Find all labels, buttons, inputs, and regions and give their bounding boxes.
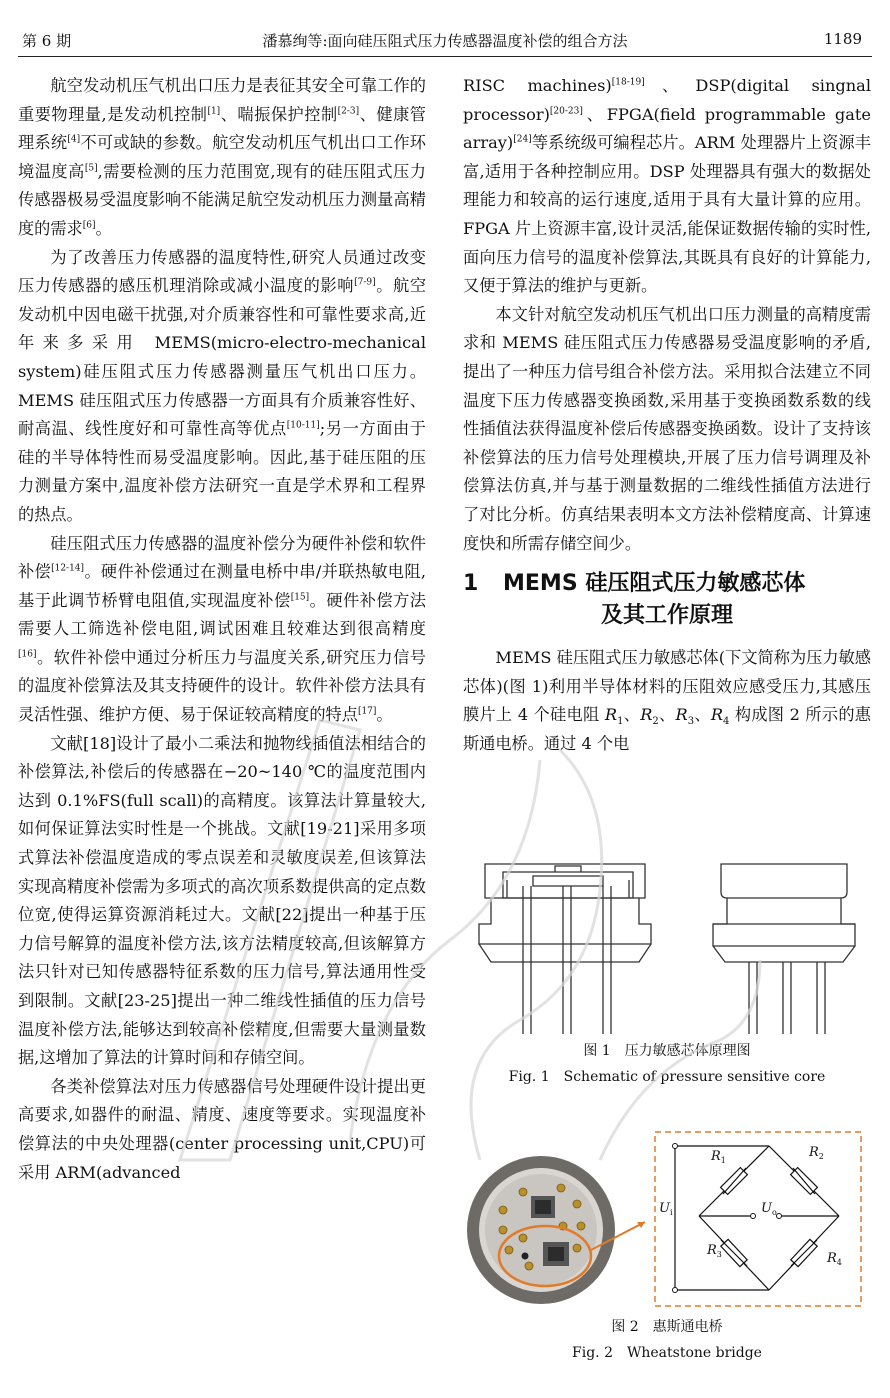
figure-2-caption-en: Fig. 2 Wheatstone bridge xyxy=(572,1345,762,1361)
citation: [15] xyxy=(290,592,310,603)
page-header xyxy=(0,0,890,60)
sensor-photo xyxy=(467,1156,645,1304)
label-ui: $U_i$ xyxy=(659,1201,673,1217)
figure-1-caption-en: Fig. 1 Schematic of pressure sensitive core xyxy=(508,1069,826,1085)
section-number: 1 xyxy=(463,571,479,597)
citation: [6] xyxy=(82,220,96,231)
citation: [4] xyxy=(67,134,81,145)
citation: [5] xyxy=(84,163,98,174)
citation: [20-23] xyxy=(549,106,583,117)
citation: [12-14] xyxy=(51,563,85,574)
citation: [2-3] xyxy=(337,106,360,117)
paragraph: MEMS 硅压阻式压力敏感芯体(下文简称为压力敏感芯体)(图 1)利用半导体材料的压阻效应感受压力,其感压膜片上 4 个硅电阻 $R_1$、$R_2$、$R_3$、$R_4$ 构成图 2 所示的惠斯通电桥。通过 4 个电 xyxy=(463,648,871,753)
paragraph: 航空发动机压气机出口压力是表征其安全可靠工作的重要物理量,是发动机控制[1]、喘振保护控制[2-3]、健康管理系统[4]不可或缺的参数。航空发动机压气机出口工作环境温度高[5],需要检测的压力范围宽,现有的硅压阻式压力传感器极易受温度影响不能满足航空发动机压力测量高精度的需求[6]。 xyxy=(18,76,426,238)
section-heading xyxy=(463,568,871,632)
paragraph: 为了改善压力传感器的温度特性,研究人员通过改变压力传感器的感压机理消除或减小温度的影响[7-9]。航空发动机中因电磁干扰强,对介质兼容性和可靠性要求高,近年来多采用 MEMS(micro-electro-mechanical system)硅压阻式压力传感器测量压气机出口压力。MEMS 硅压阻式压力传感器一方面具有介质兼容性好、耐高温、线性度好和可靠性高等优点[10-11];另一方面由于硅的半导体特性而易受温度影响。因此,基于硅压阻的压力测量方案中,温度补偿方法研究一直是学术界和工程界的热点。 xyxy=(18,247,427,524)
paragraph: 各类补偿算法对压力传感器信号处理硬件设计提出更高要求,如器件的耐温、精度、速度等要求。实现温度补偿算法的中央处理器(center processing unit,CPU)可采用 ARM(advanced xyxy=(18,1076,426,1182)
citation: [10-11] xyxy=(286,420,320,431)
right-column xyxy=(463,72,871,758)
citation: [1] xyxy=(207,106,221,117)
label-r4: $R_4$ xyxy=(827,1251,842,1267)
label-r1: $R_1$ xyxy=(711,1149,726,1165)
paragraph: 硅压阻式压力传感器的温度补偿分为硬件补偿和软件补偿[12-14]。硬件补偿通过在测量电桥中串/并联热敏电阻,基于此调节桥臂电阻值,实现温度补偿[15]。硬件补偿方法需要人工筛选补偿电阻,调试困难且较难达到很高精度[16]。软件补偿中通过分析压力与温度关系,研究压力信号的温度补偿算法及其支持硬件的设计。软件补偿方法具有灵活性强、维护方便、易于保证较高精度的特点[17]。 xyxy=(18,533,427,725)
running-title: 潘慕绚等:面向硅压阻式压力传感器温度补偿的组合方法 xyxy=(262,32,628,50)
section-title-line2: 及其工作原理 xyxy=(600,603,733,629)
header-rule xyxy=(18,56,872,57)
paragraph: 文献[18]设计了最小二乘法和抛物线插值法相结合的补偿算法,补偿后的传感器在−20~140 ℃的温度范围内达到 0.1%FS(full scall)的高精度。该算法计算量较大,如何保证算法实时性是一个挑战。文献[19-21]采用多项式算法补偿温度造成的零点误差和灵敏度误差,但该算法实现高精度补偿需为多项式的高次项系数提供高的定点数位宽,使得运算资源消耗过大。文献[22]提出一种基于压力信号解算的温度补偿方法,该方法精度较高,但该解算方法只针对已知传感器特征系数的压力信号,算法通用性受到限制。文献[23-25]提出一种二维线性插值的压力信号温度补偿方法,能够达到较高补偿精度,但需要大量测量数据,这增加了算法的计算时间和存储空间。 xyxy=(18,733,426,1068)
citation: [7-9] xyxy=(354,277,376,288)
citation: [24] xyxy=(513,134,532,145)
label-uo: $U_o$ xyxy=(761,1201,777,1217)
figure-1-caption-cn: 图 1 压力敏感芯体原理图 xyxy=(583,1043,751,1059)
figure-2-caption-cn: 图 2 惠斯通电桥 xyxy=(611,1319,723,1335)
citation: [18-19] xyxy=(611,77,645,88)
citation: [16] xyxy=(18,649,37,660)
page-number: 1189 xyxy=(823,30,862,48)
paragraph: RISC machines)[18-19]、DSP(digital singnal processor)[20-23]、FPGA(field programmable gate array)[24]等系统级可编程芯片。ARM 处理器片上资源丰富,适用于各种控制应用。DSP 处理器具有强大的数据处理能力和较高的运行速度,适用于具有大量计算的应用。FPGA 片上资源丰富,设计灵活,能保证数据传输的实时性,面向压力信号的温度补偿算法,其既具有良好的计算能力,又便于算法的维护与更新。 xyxy=(463,76,872,296)
figure-1-schematic xyxy=(463,852,871,1034)
citation: [17] xyxy=(357,706,377,717)
issue-number: 第 6 期 xyxy=(22,32,72,50)
left-column xyxy=(18,72,426,1187)
figure-2-wheatstone xyxy=(463,1128,871,1313)
label-r3: $R_3$ xyxy=(707,1243,722,1259)
section-title-line1: MEMS 硅压阻式压力敏感芯体 xyxy=(503,571,806,597)
paragraph: 本文针对航空发动机压气机出口压力测量的高精度需求和 MEMS 硅压阻式压力传感器易受温度影响的矛盾,提出了一种压力信号组合补偿方法。采用拟合法建立不同温度下压力传感器变换函数,采用基于变换函数系数的线性插值法获得温度补偿后传感器变换函数。设计了支持该补偿算法的压力信号处理模块,开展了压力信号调理及补偿算法仿真,并与基于测量数据的二维线性插值方法进行了对比分析。仿真结果表明本文方法补偿精度高、计算速度快和所需存储空间少。 xyxy=(463,304,871,553)
label-r2: $R_2$ xyxy=(809,1145,824,1161)
